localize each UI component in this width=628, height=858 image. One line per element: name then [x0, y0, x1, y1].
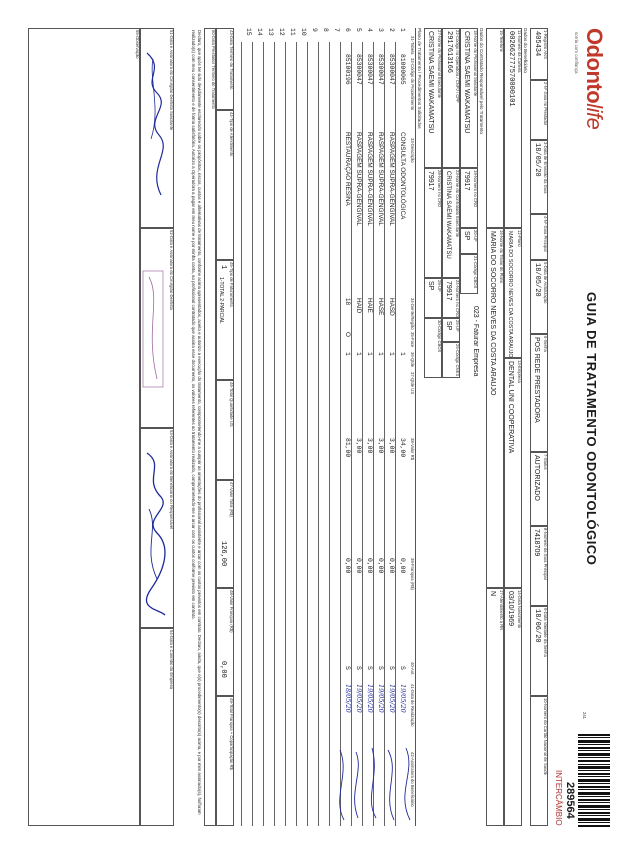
cell-codigo[interactable]: 85300047 — [388, 54, 395, 85]
cell-codigo[interactable]: 85300047 — [377, 54, 384, 85]
field-value: 7418709 — [532, 529, 540, 557]
column-header: 39-Franquia (R$) — [410, 558, 415, 590]
row-divider — [307, 42, 308, 826]
column-header: 42-Assinatura do Beneficiário — [410, 752, 415, 807]
field-data-prestador[interactable] — [204, 28, 216, 826]
field-value: 18/05/20 — [532, 143, 541, 177]
field-label: 19-Número no CRO — [473, 170, 478, 208]
cell-valor[interactable]: 34,00 — [399, 438, 406, 458]
table-row — [362, 28, 373, 826]
table-row — [307, 28, 318, 826]
table-row — [274, 28, 285, 826]
field-empresa[interactable] — [504, 358, 522, 588]
cell-qtd[interactable]: 1 — [388, 352, 395, 356]
row-divider — [296, 42, 297, 826]
field-label: 21-Código CBOS — [473, 256, 478, 289]
handwriting-scribble — [236, 742, 416, 826]
section-beneficiario: Dados do Beneficiário — [523, 28, 528, 73]
field-label: 2-Nº Guia no Prestador — [543, 82, 548, 126]
cell-data[interactable]: 19/05/20 — [377, 684, 385, 713]
field-label: 11-Número da Carteira — [517, 30, 522, 73]
row-divider — [252, 42, 253, 826]
cell-descricao[interactable]: RESTAURAÇÃO RESINA — [344, 132, 351, 206]
field-label: 46-Total Quantidade US — [229, 382, 234, 427]
field-label: 27-Nome do Profissional Executante — [437, 30, 442, 98]
field-label: 16-Nome do Titular do Plano — [499, 230, 504, 284]
page-title: GUIA DE TRATAMENTO ODONTOLÓGICO — [584, 292, 599, 566]
field-carimbo-empresa[interactable] — [140, 628, 174, 826]
cell-franquia[interactable]: 0,00 — [399, 558, 406, 574]
table-row — [252, 28, 263, 826]
field-value: CRISTINA SAEMI WAKAMATSU — [462, 31, 470, 134]
cell-data[interactable]: 19/05/20 — [366, 684, 374, 713]
brand-logo — [582, 28, 606, 129]
cell-dente[interactable]: 18 — [344, 298, 351, 306]
field-value: SP — [426, 281, 434, 291]
cell-codigo[interactable]: 85300047 — [366, 54, 373, 85]
stamp-image — [141, 269, 165, 389]
column-header: 41-Data de Realização — [410, 684, 415, 727]
field-label: 15-Telefone — [499, 30, 504, 52]
logo-tagline: sorria com confiança — [574, 32, 579, 74]
field-value: CRISTINA SAEMI WAKAMATSU — [444, 171, 451, 259]
field-assinatura-dentista[interactable] — [140, 228, 174, 428]
field-label: 54-Data e Carimbo da Empresa — [169, 630, 174, 690]
field-label: 50-Data Prestador Término do Tratamento — [211, 30, 216, 109]
cell-valor[interactable]: 3,00 — [355, 438, 362, 454]
table-row — [373, 28, 384, 826]
cell-n: 14 — [256, 28, 263, 36]
field-profissional-executante[interactable] — [424, 28, 442, 168]
field-label: 53-Data e Assinatura do Beneficiário ou Responsável — [169, 430, 174, 530]
field-label: 45-Tipo de Faturamento — [229, 262, 234, 307]
field-uf-profissional[interactable] — [424, 278, 442, 318]
field-total-franquia[interactable] — [216, 696, 234, 826]
table-row — [285, 28, 296, 826]
field-value: 405434 — [532, 31, 541, 57]
cell-data[interactable]: 19/05/20 — [355, 684, 363, 713]
field-value: MARIA DO SOCORRO NEVES DA COSTA ARAUJO — [506, 231, 513, 358]
field-plano[interactable] — [504, 228, 522, 358]
procedures-table — [238, 28, 406, 826]
cell-franquia[interactable]: 0,00 — [366, 558, 373, 574]
cell-qtd[interactable]: 1 — [377, 352, 384, 356]
field-label: 48-Valor Franquia (R$) — [229, 590, 234, 633]
column-header: 37-Qtde US — [410, 372, 415, 395]
field-value: SP — [462, 231, 470, 241]
cell-n: 11 — [289, 28, 296, 36]
field-label: 44-Tipo de Atendimento — [229, 112, 234, 157]
cell-descricao[interactable]: CONSULTA ODONTOLÓGICA — [399, 132, 406, 220]
field-label: 24-Número no CRO — [455, 280, 460, 318]
exchange-stamp: INTERCÂMBIO — [554, 770, 563, 826]
field-numero-carteira[interactable] — [504, 28, 522, 228]
cell-dente[interactable]: HASD — [388, 298, 395, 316]
cell-qtd[interactable]: 1 — [366, 352, 373, 356]
field-label: 26-Código CNES — [455, 344, 460, 377]
field-registro-ans[interactable] — [530, 28, 548, 80]
row-divider — [241, 42, 242, 826]
cell-aut[interactable]: S — [399, 666, 406, 670]
field-label: 49-Total Franquia + Coparticipação R$ — [229, 698, 234, 770]
field-value: 126,00 — [218, 541, 227, 567]
column-header: 36-Qtde — [410, 352, 415, 368]
field-data-termino[interactable] — [216, 28, 234, 110]
cell-face[interactable]: O — [344, 332, 351, 337]
field-numero-guia[interactable] — [530, 526, 548, 606]
cell-n: 15 — [245, 28, 252, 36]
field-codigo-operadora[interactable] — [442, 28, 460, 168]
field-value: CRISTINA SAEMI WAKAMATSU — [426, 31, 434, 134]
field-label: 52-Data e Assinatura do Cirurgião-Dentista — [169, 230, 174, 310]
field-tipo-faturamento[interactable] — [216, 260, 234, 380]
table-row — [351, 28, 362, 826]
field-guia-prestador[interactable] — [530, 80, 548, 140]
column-header: 31-Tabela — [410, 36, 415, 55]
field-value: 002662777570000101 — [506, 31, 515, 107]
field-cro-profissional[interactable] — [424, 168, 442, 278]
field-label: 4-Nº Guia Principal — [543, 216, 548, 252]
field-value: 18/05/20 — [532, 263, 541, 297]
field-value: 03/10/1969 — [506, 591, 514, 627]
field-label: 55-Observação — [135, 30, 140, 59]
column-header: 35-Face — [410, 332, 415, 348]
table-row — [395, 28, 406, 826]
cell-n: 7 — [333, 28, 340, 32]
column-header: 32-Código do Procedimento — [410, 58, 415, 111]
field-cnes[interactable] — [442, 342, 460, 378]
table-row — [241, 28, 252, 826]
field-label: 20-UF — [473, 230, 478, 242]
field-label: 28-Número no CRO — [437, 170, 442, 208]
row-divider — [285, 42, 286, 826]
field-value: N — [488, 591, 496, 597]
field-valor-total[interactable] — [216, 480, 234, 588]
field-nome-titular[interactable] — [486, 228, 504, 588]
table-row — [318, 28, 329, 826]
column-header: 38-Valor R$ — [410, 438, 415, 461]
cell-n: 9 — [311, 28, 318, 32]
field-observacao[interactable] — [28, 28, 140, 826]
column-header: 40-Aut. — [410, 662, 415, 676]
logo-suffix: life — [582, 103, 607, 130]
field-value: 2917613166 — [444, 31, 453, 74]
field-label: 3-Data de Emissão da Guia — [543, 142, 548, 194]
field-cbos-solicitante[interactable] — [460, 254, 478, 294]
field-data-nascimento[interactable] — [504, 588, 522, 826]
cell-franquia[interactable]: 0,00 — [388, 558, 395, 574]
cell-n: 5 — [355, 28, 362, 32]
field-label: 13-Empresa — [517, 360, 522, 383]
cell-aut[interactable]: S — [388, 666, 395, 670]
row-divider — [329, 42, 330, 826]
field-hint: 1-TOTAL 2-PARCIAL — [218, 277, 225, 324]
field-label: 25-UF — [455, 320, 460, 332]
cell-codigo[interactable]: 85100196 — [344, 54, 351, 85]
cell-valor[interactable]: 3,00 — [388, 438, 395, 454]
cell-codigo[interactable]: 85300047 — [355, 54, 362, 85]
field-value: SP — [444, 321, 452, 331]
document-number: 289564 — [564, 782, 576, 819]
cell-n: 6 — [344, 28, 351, 32]
cell-n: 13 — [267, 28, 274, 36]
field-value: 18/06/20 — [532, 609, 541, 643]
field-label: 7-Status — [543, 454, 548, 470]
field-label: 9-Data Validade da Senha — [543, 608, 548, 657]
cell-dente[interactable]: HAID — [355, 298, 362, 314]
column-header: 34-Dente/Região — [410, 298, 415, 330]
row-divider — [318, 42, 319, 826]
field-label: 29-UF — [437, 280, 442, 292]
field-label: 14-Data Nascimento — [517, 590, 522, 629]
field-guia-principal[interactable] — [530, 214, 548, 260]
field-label: 30-Código CBOS — [437, 320, 442, 353]
field-total-us[interactable] — [216, 380, 234, 480]
field-value: 0,00 — [218, 661, 227, 678]
table-row — [340, 28, 351, 826]
field-value: 79917 — [462, 171, 470, 191]
cell-franquia[interactable]: 0,00 — [344, 558, 351, 574]
cell-franquia[interactable]: 0,00 — [355, 558, 362, 574]
field-valor-franquia[interactable] — [216, 588, 234, 696]
cell-valor[interactable]: 3,00 — [377, 438, 384, 454]
cell-dente[interactable]: HAIE — [366, 298, 373, 313]
field-assinatura-solicitante[interactable] — [140, 28, 174, 228]
field-label: 5-Data de Autorização — [543, 262, 548, 304]
section-procedimentos: Plano de Tratamento / Procedimentos Solicitados — [417, 28, 422, 129]
field-cro-solicitante[interactable] — [460, 168, 478, 228]
cell-descricao[interactable]: RASPAGEM SUPRA-GENGIVAL — [355, 132, 362, 226]
field-label: 1-Registro ANS — [543, 30, 548, 59]
cell-qtd[interactable]: 1 — [344, 352, 351, 356]
table-row — [384, 28, 395, 826]
field-cbos-profissional[interactable] — [424, 318, 442, 378]
field-nome-executante[interactable] — [442, 168, 460, 278]
cell-n: 1 — [399, 28, 406, 32]
field-label: 8-Número da Guia Principal — [543, 528, 548, 580]
table-row — [263, 28, 274, 826]
field-label: 18-Nome do Profissional Solicitante — [473, 30, 478, 97]
cell-aut[interactable]: S — [344, 666, 351, 670]
logo-main: Odonto — [582, 28, 607, 104]
declaration-text: Declaro, que após ter sido devidamente esclarecido sobre os propósitos, riscos, custos e alternativas de tratamento, conforme acima apresentados, aceito e autorizo a execução do tratamento, comprometendo-me a cumprir as orientações do profissional assistente e arcar com os custos previstos em contrato. Declaro, ainda, que o(s) procedimento(s) descrito(s) acima, e por mim assinado(s), foi/foram realizado(s) com meu consentimento e de forma satisfatória. Autorizo a Operadora a pagar em meu nome e por minha conta, ao profissional contratado que assina esse documento, os valores referentes ao tratamento realizado, comprometendo-me a arcar com os custos conforme previsto em contrato. — [191, 30, 202, 815]
field-label: 51-Data e Assinatura do Cirurgião-Dentista Solicitante — [169, 30, 174, 131]
field-data-emissao[interactable] — [530, 140, 548, 214]
field-tipo-atendimento[interactable] — [216, 110, 234, 260]
field-label: 22-Código na Operadora / CNPJ / CPF — [455, 30, 460, 103]
cell-descricao[interactable]: RASPAGEM SUPRA-GENGIVAL — [377, 132, 384, 226]
field-data-autorizacao[interactable] — [530, 260, 548, 334]
column-header: 33-Descrição — [410, 138, 415, 163]
field-label: 12-Plano — [517, 230, 522, 247]
cell-data[interactable]: 19/05/20 — [388, 684, 396, 713]
row-divider — [263, 42, 264, 826]
cell-n: 3 — [377, 28, 384, 32]
cell-valor[interactable]: 3,00 — [366, 438, 373, 454]
field-label: 23-Nome do Contratado Executante — [455, 170, 460, 238]
table-row — [296, 28, 307, 826]
signature-image — [141, 449, 169, 619]
cell-qtd[interactable]: 1 — [399, 352, 406, 356]
signature-image — [141, 49, 167, 199]
field-status[interactable] — [530, 452, 548, 526]
cell-n: 8 — [322, 28, 329, 32]
cell-aut[interactable]: S — [377, 666, 384, 670]
field-label: 10-Número do Cartão Nacional de Saúde — [543, 698, 548, 776]
field-value: MARIA DO SOCORRO NEVES DA COSTA ARAUJO — [488, 231, 496, 396]
cell-descricao[interactable]: RASPAGEM SUPRA-GENGIVAL — [388, 132, 395, 226]
cell-codigo[interactable]: 81000065 — [399, 54, 406, 85]
field-assinatura-beneficiario[interactable] — [140, 428, 174, 628]
field-uf-executante[interactable] — [442, 318, 460, 342]
field-value: 79917 — [426, 171, 434, 191]
field-cartao-nacional[interactable] — [530, 696, 548, 826]
field-value: 79917 — [444, 281, 452, 301]
field-value: DENTAL UNI COOPERATIVA — [506, 361, 514, 454]
procedures-header — [407, 28, 416, 826]
treatment-guide-form — [22, 22, 612, 832]
form-code: 241 — [582, 712, 587, 719]
field-label: 43-Data Término do Tratamento — [229, 30, 234, 90]
cell-dente[interactable]: HASE — [377, 298, 384, 316]
cell-aut[interactable]: S — [366, 666, 373, 670]
field-senha[interactable] — [530, 334, 548, 452]
barcode-image — [578, 734, 610, 828]
section-contratado: Dados do Contratado Responsável pelo Tratamento — [479, 28, 484, 134]
table-row — [329, 28, 340, 826]
empresa-note: 023 - Faturar Empresa — [472, 306, 479, 377]
cell-n: 4 — [366, 28, 373, 32]
cell-valor[interactable]: 81,00 — [344, 438, 351, 458]
field-uf-solicitante[interactable] — [460, 228, 478, 254]
field-telefone[interactable] — [486, 28, 504, 228]
row-divider — [274, 42, 275, 826]
cell-data[interactable]: 18/05/20 — [344, 684, 352, 713]
field-label: 47-Valor Total (R$) — [229, 482, 234, 517]
field-value: POS REDE PRESTADORA — [532, 337, 540, 423]
cell-n: 12 — [278, 28, 285, 36]
cell-descricao[interactable]: RASPAGEM SUPRA-GENGIVAL — [366, 132, 373, 226]
field-value: 1 — [218, 265, 227, 270]
field-value: AUTORIZADO — [532, 455, 540, 501]
field-label: 6-Senha — [543, 336, 548, 352]
cell-franquia[interactable]: 0,00 — [377, 558, 384, 574]
field-validade-senha[interactable] — [530, 606, 548, 696]
field-nome-solicitante[interactable] — [460, 28, 478, 168]
field-label: 17-Atendimento a RN — [499, 590, 504, 631]
cell-n: 10 — [300, 28, 307, 36]
cell-data[interactable]: 19/05/20 — [399, 684, 407, 713]
cell-qtd[interactable]: 1 — [355, 352, 362, 356]
cell-n: 2 — [388, 28, 395, 32]
field-cro-executante[interactable] — [442, 278, 460, 318]
field-atendimento-rn[interactable] — [486, 588, 504, 826]
cell-aut[interactable]: S — [355, 666, 362, 670]
